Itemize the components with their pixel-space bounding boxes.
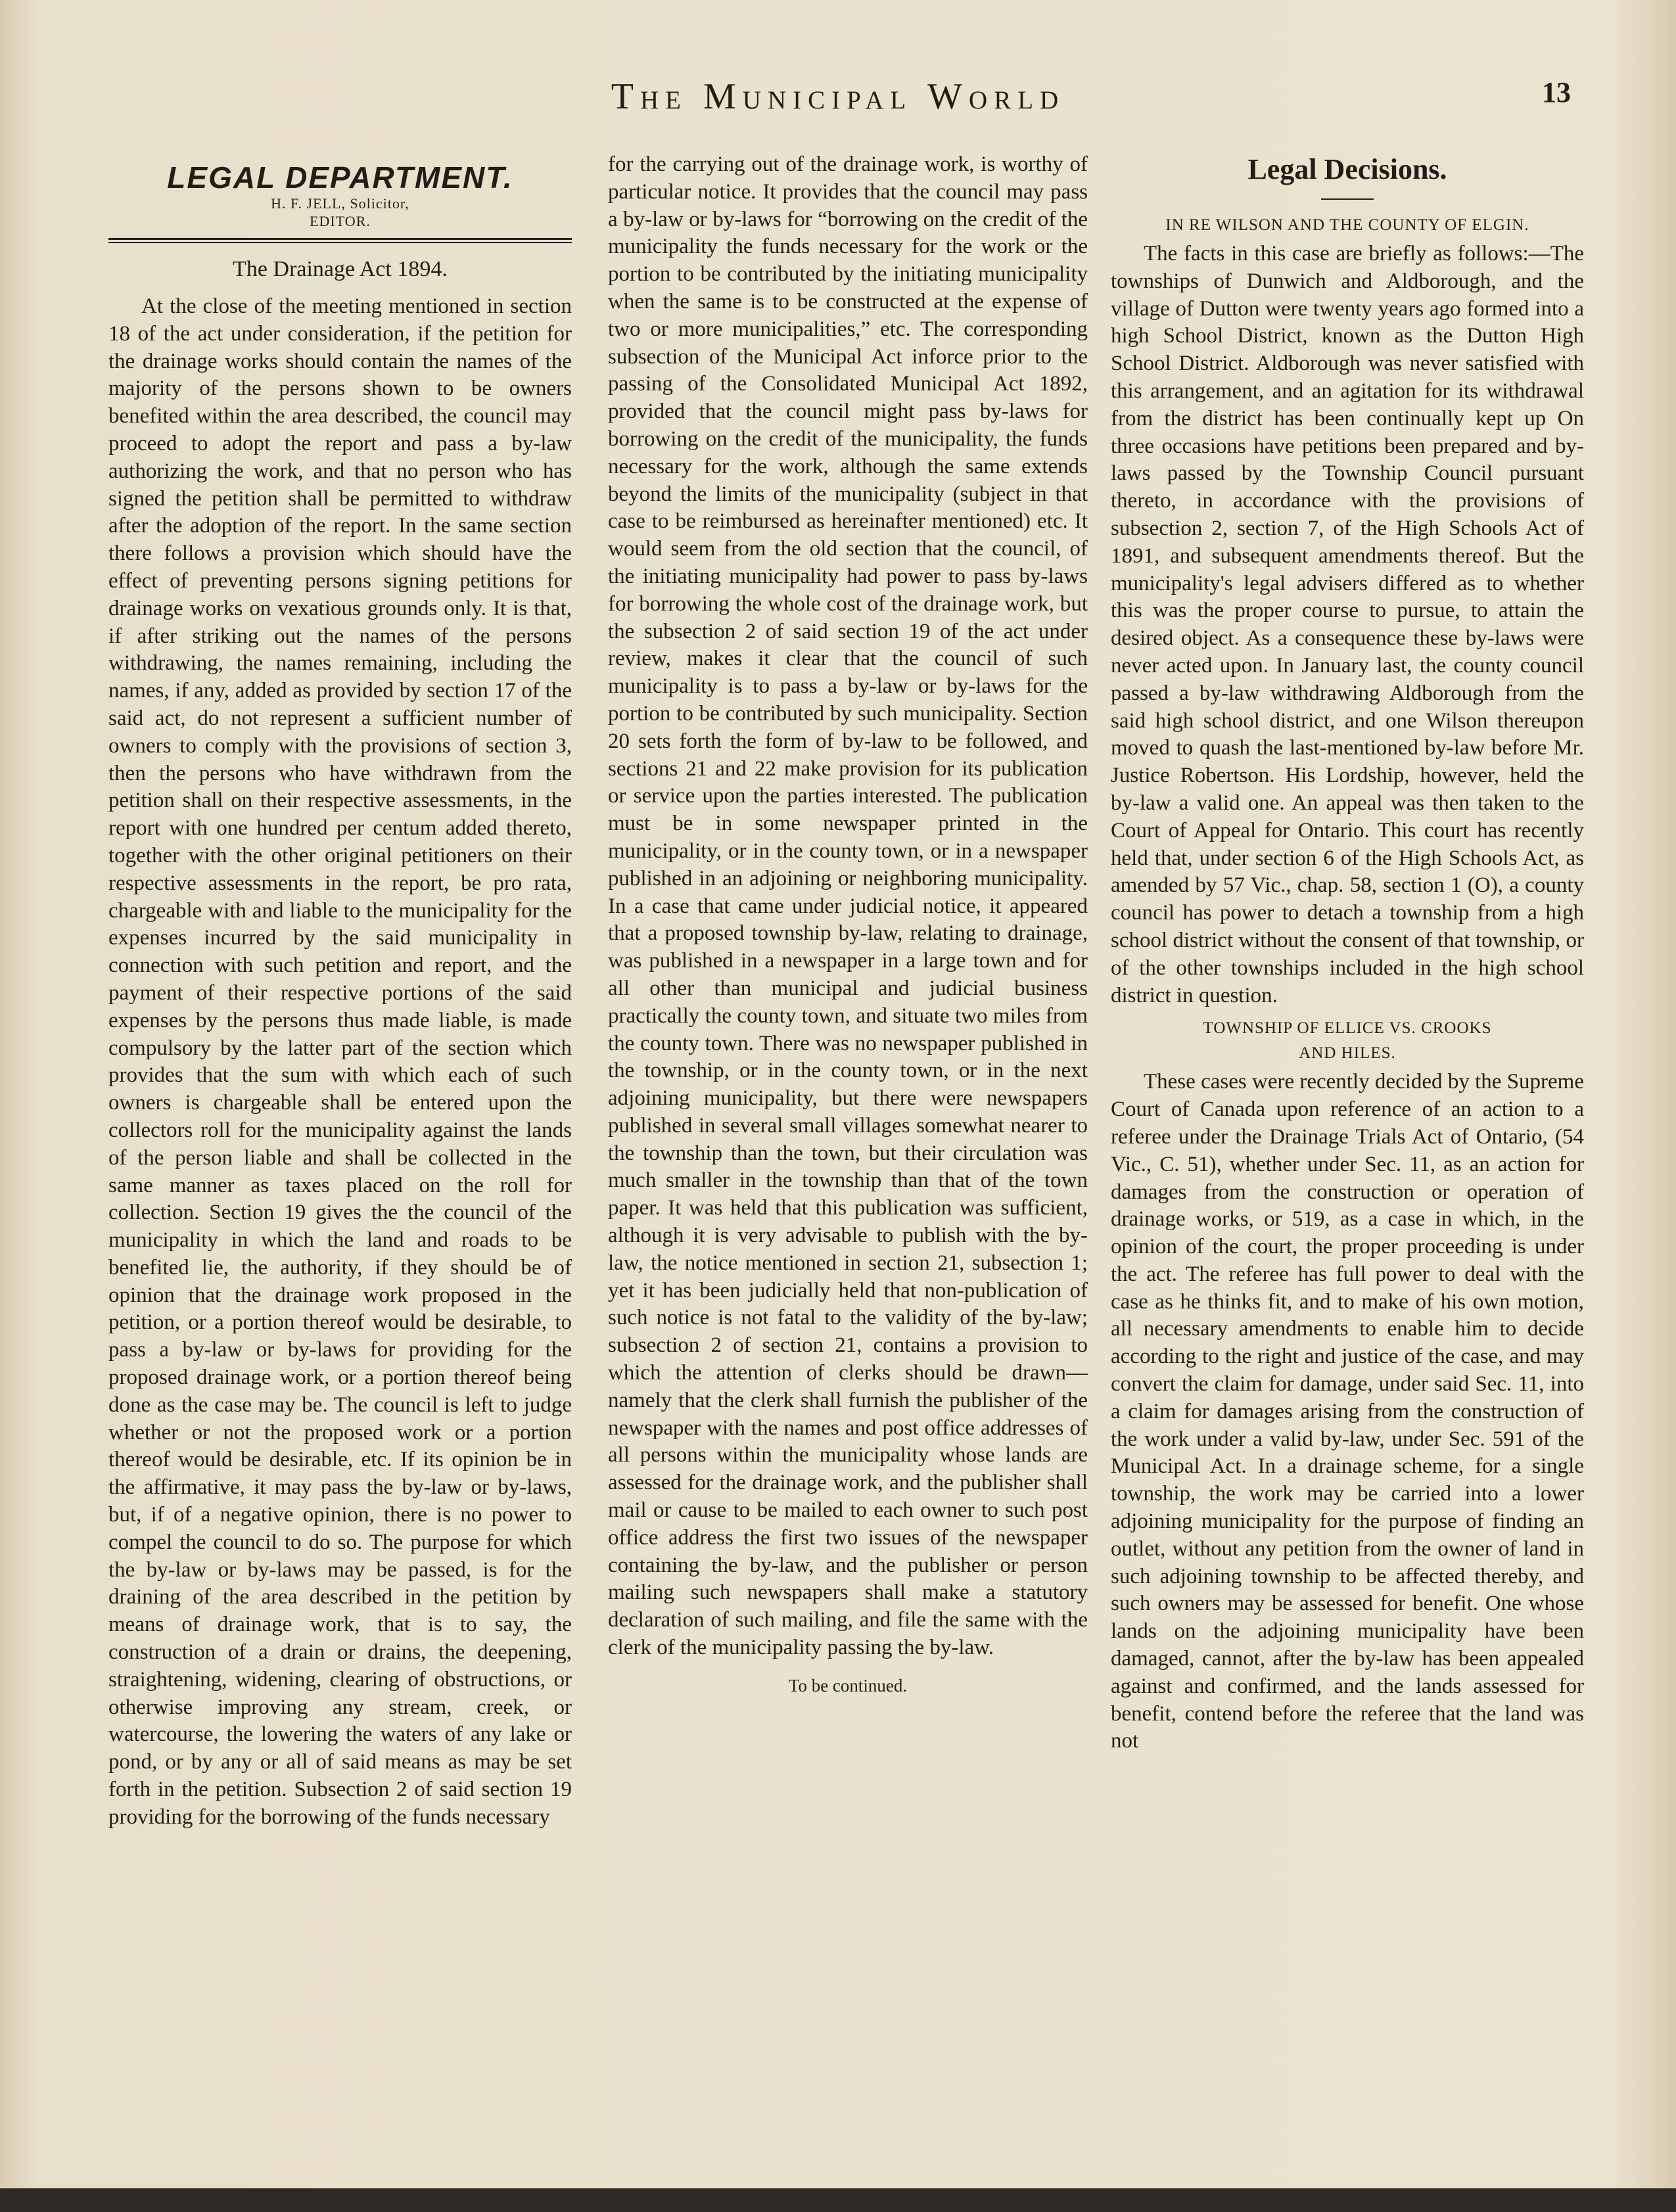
case-body-ellice: These cases were recently decided by the Supreme Court of Canada upon reference of an action to a referee under the Drainage Trials Act of Ontario, (54 Vic., C. 51), whether under Sec. 11, as an action for damages from the construction or operation of drainage works, or 519, as a case in which, in the opinion of the court, the proper proceeding is under the act. The referee has full power to deal with the case as he thinks fit, and to make of his own motion, all necessary amendments to enable him to decide according to the right and justice of the case, and may convert the claim for damage, under said Sec. 11, into a claim for damages arising from the construction of the work under a valid by-law, under Sec. 591 of the Municipal Act. In a drainage scheme, for a single township, the work may be carried into a lower adjoining municipality for the purpose of finding an outlet, without any petition from the owner of land in such adjoining township to be affected thereby, and such owners may be assessed for benefit. One whose lands on the adjoining municipality have been damaged, cannot, after the by-law has been appealed against and confirmed, and the lands assessed for benefit, contend before the referee that the land was not (1111, 1070, 1584, 1753)
department-editor: H. F. JELL, Solicitor, (271, 195, 409, 212)
double-rule (108, 238, 572, 243)
case-body-wilson: The facts in this case are briefly as follows:—The townships of Dunwich and Aldborough, and the village of Dutton were twenty years ago formed into a high School District, known as the Dutton High School District. Aldborough was never satisfied with this arrangement, and an agitation for its withdrawal from the district has been continually kept up On three occasions have petitions been prepared and by-laws passed by the Township Council pursuant thereto, in accordance with the provisions of subsection 2, section 7, of the High Schools Act of 1891, and subsequent amendments thereof. But the municipality's legal advisers differed as to whether this was the proper course to pursue, to attain the desired object. As a consequence these by-laws were never acted upon. In January last, the county council passed a by-law withdrawing Aldborough from the said high school district, and one Wilson thereupon moved to quash the last-mentioned by-law before Mr. Justice Robertson. His Lordship, however, held the by-law a valid one. An appeal was then taken to the Court of Appeal for Ontario. This court has recently held that, under section 6 of the High Schools Act, as amended by 57 Vic., chap. 58, section 1 (O), a county council has power to detach a township from a high school district without the consent of that township, or of the other townships included in the high school district in question. (1111, 242, 1584, 1007)
column-left (108, 151, 572, 1832)
page-number: 13 (1542, 76, 1571, 108)
department-title: LEGAL DEPARTMENT. (167, 160, 513, 195)
article-title: The Drainage Act 1894. (233, 257, 448, 281)
legal-decisions-title: Legal Decisions. (1247, 153, 1447, 185)
case-heading-ellice-line2: AND HILES. (1299, 1044, 1396, 1063)
short-rule (1321, 198, 1374, 200)
masthead: The Municipal World (611, 76, 1065, 117)
case-heading-ellice: TOWNSHIP OF ELLICE VS. CROOKS (1203, 1019, 1492, 1038)
article-body-continued: for the carrying out of the drainage work, is worthy of particular notice. It provides that the council may pass a by-law or by-laws for “borrowing on the credit of the municipality the funds necessary for the work or the portion to be contributed by the initiating municipality when the same is to be constructed at the expense of two or more municipalities,” etc. The corresponding subsection of the Municipal Act inforce prior to the passing of the Consolidated Municipal Act 1892, provided that the council might pass by-laws for borrowing on the credit of the municipality, the funds necessary for the work, although the same extends beyond the limits of the municipality (subject in that case to be reimbursed as hereinafter mentioned) etc. It would seem from the old section that the council, of the initiating municipality had power to pass by-laws for borrowing the whole cost of the drainage work, but the subsection 2 of said section 19 of the act under review, makes it clear that the council of such municipality is to pass a by-law or by-laws for the portion to be contributed by such municipality. Section 20 sets forth the form of by-law to be followed, and sections 21 and 22 make provision for its publication or service upon the parties interested. The publication must be in some newspaper printed in the municipality, or in the county town, or in a newspaper published in an adjoining or neighboring municipality. In a case that came under judicial notice, it appeared that a proposed township by-law, relating to drainage, was published in a newspaper in a large town and for all other than municipal and judicial business practically the county town, and situate two miles from the county town. There was no newspaper published in the township, or in the county town, or in the next adjoining municipality, but there were newspapers published in several small villages somewhat nearer to the township than the town, but their circulation was much smaller in the township than that of the town paper. It was held that this publication was sufficient, although it is very advisable to publish with the by-law, the notice mentioned in section 21, subsection 1; yet it has been judicially held that non-publication of such notice is not fatal to the validity of the by-law; subsection 2 of section 21, contains a provision to which the attention of clerks should be drawn—namely that the clerk shall furnish the publisher of the newspaper with the names and post office addresses of all persons within the municipality whose lands are assessed for the drainage work, and the publisher shall mail or cause to be mailed to each owner to such post office address the first two issues of the newspaper containing the by-law, and the publisher or person mailing such newspapers shall make a statutory declaration of such mailing, and file the same with the clerk of the municipality passing the by-law. (608, 152, 1088, 1660)
department-role: EDITOR. (310, 213, 371, 229)
article-body: At the close of the meeting mentioned in section 18 of the act under consideration, if the petition for the drainage works should contain the names of the majority of the persons shown to be owners benefited within the area described, the council may proceed to adopt the report and pass a by-law authorizing the work, and that no person who has signed the petition shall be permitted to withdraw after the adoption of the report. In the same section there follows a provision which should have the effect of preventing persons signing petitions for drainage works on vexatious grounds only. It is that, if after striking out the names of the persons withdrawing, the names remaining, including the names, if any, added as provided by section 17 of the said act, do not represent a sufficient number of owners to comply with the provisions of section 3, then the persons who have withdrawn from the petition shall on their respective assessments, in the report with one hundred per centum added thereto, together with the other original petitioners on their respective assessments in the report, be pro rata, chargeable with and liable to the municipality for the expenses incurred by the said municipality in connection with such petition and report, and the payment of their respective portions of the said expenses by the persons thus made liable, is made compulsory by the latter part of the section which provides that the sum with which each of such owners is chargeable shall be entered upon the collectors roll for the municipality against the lands of the person liable and shall be collected in the same manner as taxes placed on the roll for collection. Section 19 gives the the council of the municipality in which the land and roads to be benefited lie, the authority, if they should be of opinion that the drainage work proposed in the petition, or a portion thereof would be desirable, to pass a by-law or by-laws for providing for the proposed drainage work, or a portion thereof being done as the case may be. The council is left to judge whether or not the proposed work or a portion thereof would be desirable, etc. If its opinion be in the affirmative, it may pass the by-law or by-laws, but, if of a negative opinion, there is no power to compel the council to do so. The purpose for which the by-law or by-laws may be passed, is for the draining of the area described in the petition by means of drainage work, that is to say, the construction of a drain or drains, the deepening, straightening, widening, clearing of obstructions, or otherwise improving any stream, creek, or watercourse, the lowering the waters of any lake or pond, or by any or all of said means as may be set forth in the petition. Subsection 2 of said section 19 providing for the borrowing of the funds necessary (108, 294, 572, 1829)
column-right (1111, 151, 1584, 1755)
page-bottom-edge (0, 2188, 1676, 2212)
case-heading-wilson: IN RE WILSON AND THE COUNTY OF ELGIN. (1165, 216, 1529, 234)
continued-note: To be continued. (788, 1675, 908, 1695)
column-middle (608, 151, 1088, 1700)
